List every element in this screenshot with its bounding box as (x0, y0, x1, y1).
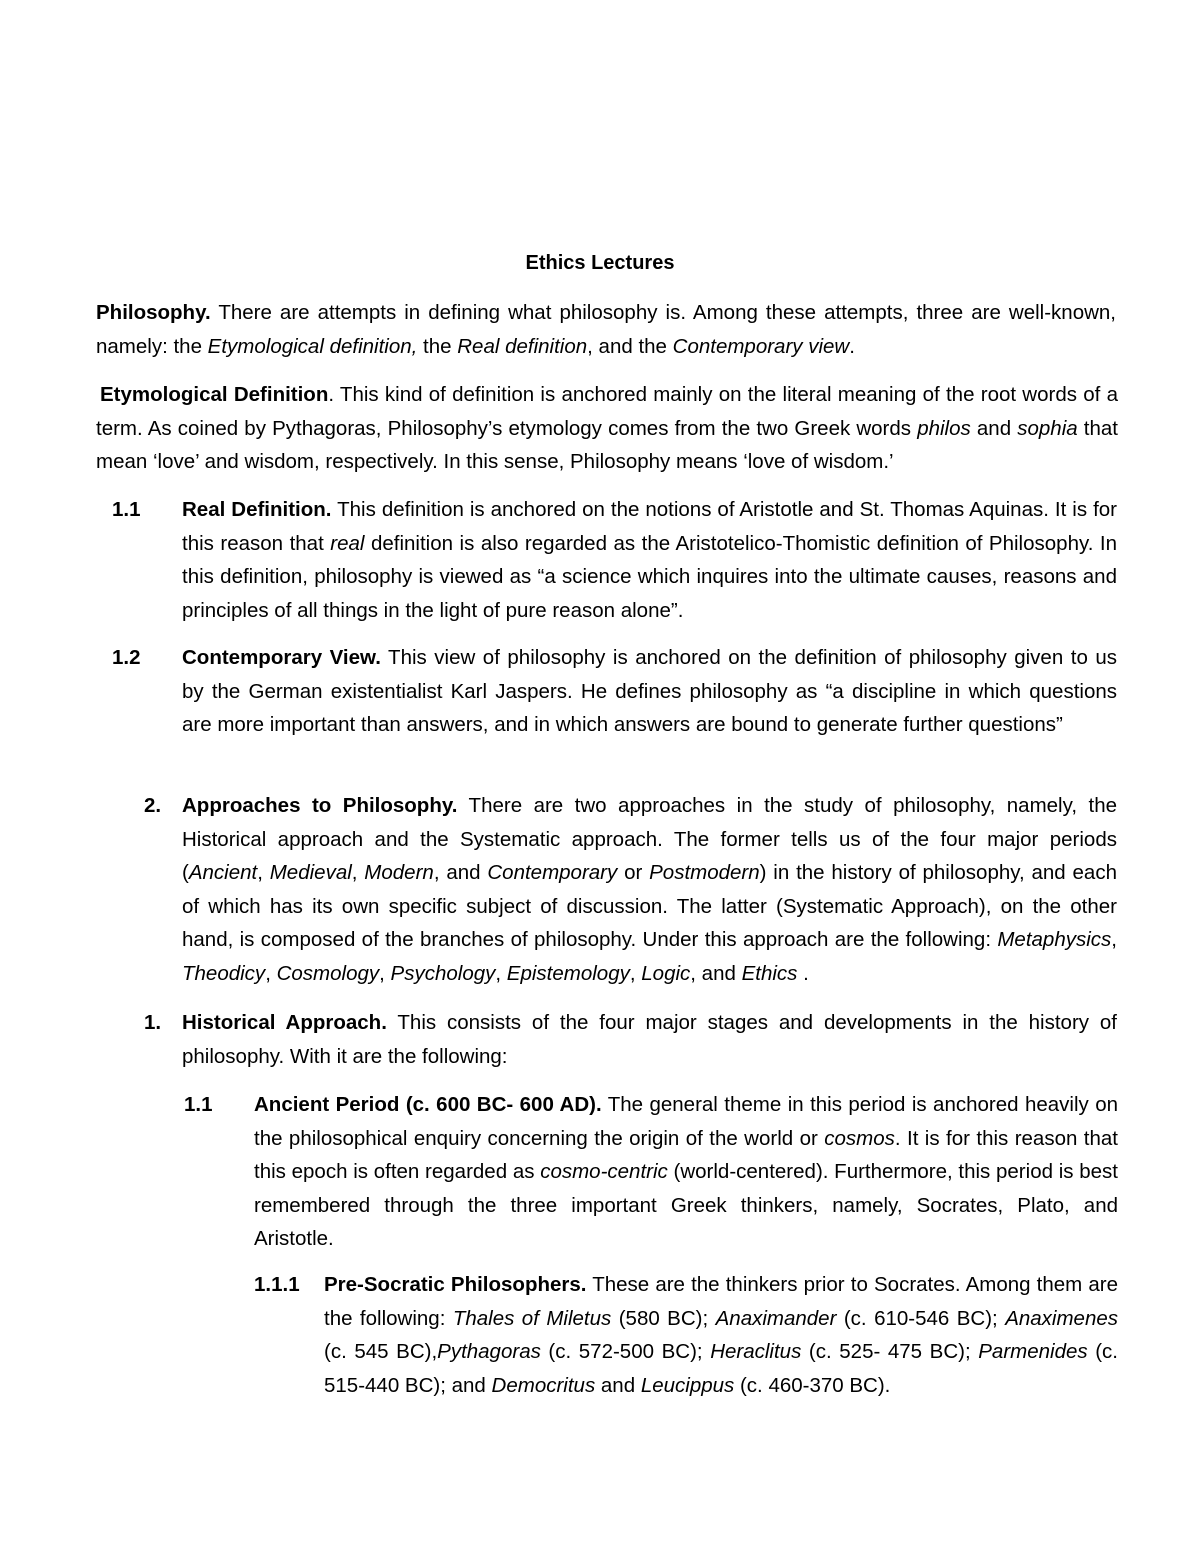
philosophy-paragraph (96, 296, 1116, 363)
italic-run: Leucippus (640, 1373, 735, 1397)
italic-run: Contemporary (487, 861, 618, 884)
etymological-paragraph (96, 378, 1118, 479)
term-pre-socratic: Pre-Socratic Philosophers. (324, 1273, 587, 1296)
text-run: , (257, 861, 270, 884)
italic-run: Psychology (390, 961, 496, 985)
text-run: , (265, 961, 277, 985)
term-contemporary-view: Contemporary View. (182, 646, 381, 669)
text-run: These are the thinkers prior to Socrates. Among them are the following: (324, 1273, 1118, 1330)
text-run: , (495, 961, 507, 985)
section-number: 1. (144, 1011, 162, 1034)
italic-run: Anaximander (715, 1306, 837, 1330)
text-run: . (849, 334, 855, 358)
text-run: the (417, 334, 458, 358)
italic-run: Heraclitus (710, 1340, 802, 1363)
italic-run: Epistemology (506, 961, 630, 985)
contemporary-view-paragraph (182, 641, 1117, 742)
term-approaches: Approaches to Philosophy. (182, 794, 458, 817)
page-title: Ethics Lectures (525, 252, 675, 274)
text-run: and (595, 1373, 641, 1397)
text-run: (580 BC); (611, 1306, 716, 1330)
text-run: There are two approaches in the study of philosophy, namely, the Historical approach and the Systematic approach. The former tells us of the four major periods ( (182, 794, 1117, 884)
approaches-paragraph (182, 789, 1117, 990)
text-run: , (1111, 928, 1117, 951)
text-run: definition is also regarded as the Aristotelico-Thomistic definition of Philosophy. In this definition, philosophy is viewed as “a science which inquires into the ultimate causes, reasons and principles of all things in the light of pure reason alone”. (182, 531, 1117, 622)
italic-run: Postmodern (649, 861, 760, 884)
italic-run: Modern (364, 861, 434, 884)
section-number: 1.1 (112, 498, 141, 521)
text-run: There are attempts in defining what philosophy is. Among these attempts, three are well-known, namely: the (96, 301, 1116, 358)
section-number: 1.2 (112, 646, 141, 669)
italic-run: Cosmology (276, 961, 380, 985)
text-run: This definition is anchored on the notions of Aristotle and St. Thomas Aquinas. It is for this reason that (182, 498, 1117, 555)
italic-run: Pythagoras (437, 1340, 541, 1363)
text-run: . It is for this reason that this epoch is often regarded as (254, 1126, 1119, 1183)
text-run: (world-centered). Furthermore, this period is best remembered through the three important Greek thinkers, namely, Socrates, Plato, and Aristotle. (254, 1160, 1118, 1250)
text-run: . (797, 961, 809, 985)
text-run: (c. 460-370 BC). (734, 1373, 891, 1397)
real-definition-paragraph (182, 493, 1117, 627)
text-run: (c. 515-440 BC); and (324, 1340, 1118, 1397)
italic-run: cosmo-centric (540, 1160, 668, 1183)
term-ancient-period: Ancient Period (c. 600 BC- 600 AD). (254, 1093, 602, 1116)
ancient-period-paragraph (254, 1088, 1118, 1256)
text-run: , and the (587, 334, 673, 358)
italic-run: sophia (1017, 416, 1078, 440)
text-run: (c. 525- 475 BC); (801, 1340, 979, 1363)
italic-run: Theodicy (182, 961, 266, 985)
text-run: and (970, 416, 1018, 440)
term-historical-approach: Historical Approach. (182, 1011, 387, 1034)
italic-run: cosmos (824, 1126, 895, 1150)
historical-approach-paragraph (182, 1006, 1117, 1073)
text-run: ) in the history of philosophy, and each of which has its own specific subject of discussion. The latter (Systematic Approach), on the other hand, is composed of the branches of philosophy. Under this approach are the following: (182, 861, 1117, 951)
italic-run: Thales of Miletus (452, 1306, 612, 1330)
text-run: (c. 545 BC), (324, 1340, 438, 1363)
italic-run: Logic (641, 961, 691, 985)
term-real-definition: Real Definition. (182, 498, 332, 521)
text-run: , (379, 961, 391, 985)
italic-run: Democritus (491, 1373, 596, 1397)
italic-run: Contemporary view (672, 334, 850, 358)
italic-run: Real definition (457, 334, 588, 358)
text-run: (c. 610-546 BC); (836, 1306, 1006, 1330)
term-philosophy: Philosophy. (96, 301, 211, 324)
text-run: that mean ‘love’ and wisdom, respectively. In this sense, Philosophy means ‘love of wisdom.’ (96, 416, 1118, 473)
italic-run: Ancient (188, 861, 258, 884)
section-number: 1.1 (184, 1093, 213, 1116)
text-run: . This kind of definition is anchored mainly on the literal meaning of the root words of a term. As coined by Pythagoras, Philosophy’s etymology comes from the two Greek words (96, 383, 1118, 440)
text-run: This consists of the four major stages and developments in the history of philosophy. With it are the following: (182, 1011, 1117, 1068)
section-number: 2. (144, 794, 162, 817)
text-run: or (617, 861, 650, 884)
italic-run: Etymological definition, (207, 334, 418, 358)
italic-run: real (330, 531, 365, 555)
italic-run: Anaximenes (1005, 1306, 1118, 1330)
italic-run: Parmenides (978, 1340, 1088, 1363)
text-run: This view of philosophy is anchored on the definition of philosophy given to us by the German existentialist Karl Jaspers. He defines philosophy as “a discipline in which questions are more important than answers, and in which answers are bound to generate further questions” (182, 646, 1118, 736)
pre-socratic-paragraph (324, 1268, 1118, 1402)
text-run: The general theme in this period is anchored heavily on the philosophical enquiry concerning the origin of the world or (254, 1093, 1118, 1150)
section-number: 1.1.1 (254, 1273, 300, 1296)
text-run: , (629, 961, 642, 985)
italic-run: philos (917, 416, 971, 440)
text-run: , and (690, 961, 742, 985)
text-run: (c. 572-500 BC); (540, 1340, 711, 1363)
italic-run: Metaphysics (997, 928, 1112, 951)
text-run: , (351, 861, 365, 884)
text-run: , and (433, 861, 488, 884)
term-etymological: Etymological Definition (100, 383, 329, 406)
italic-run: Medieval (269, 861, 352, 884)
italic-run: Ethics (741, 961, 798, 985)
